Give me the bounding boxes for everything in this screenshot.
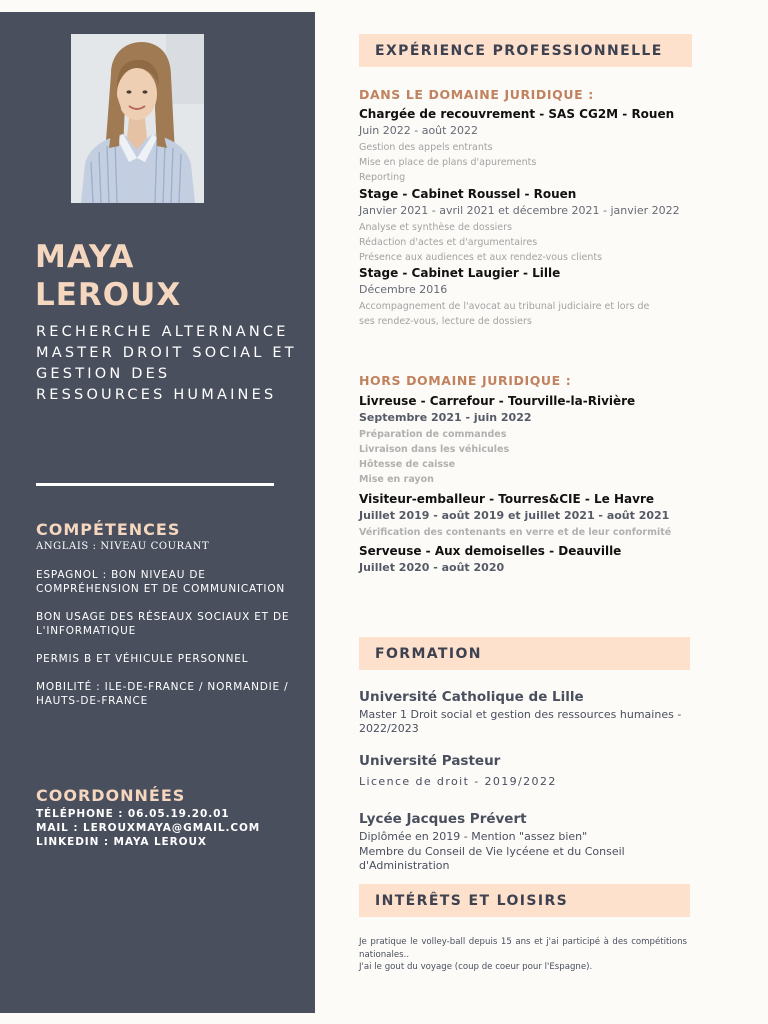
- job-date: Juillet 2020 - août 2020: [359, 561, 505, 574]
- job-task: Mise en rayon: [359, 474, 434, 485]
- job-tasks: [359, 427, 699, 487]
- job-tasks: [359, 299, 699, 329]
- first-name: MAYA: [35, 239, 135, 275]
- job-task: Rédaction d'actes et d'argumentaires: [359, 237, 538, 248]
- job-entry: [359, 265, 699, 329]
- skills-heading: COMPÉTENCES: [36, 520, 181, 539]
- contact-linkedin: LINKEDIN : MAYA LEROUX: [36, 836, 207, 848]
- job-date: Septembre 2021 - juin 2022: [359, 411, 532, 424]
- contact-email: MAIL : LEROUXMAYA@GMAIL.COM: [36, 822, 261, 834]
- skill-item: PERMIS B ET VÉHICULE PERSONNEL: [36, 653, 249, 665]
- education-entry: [359, 753, 699, 789]
- job-task: Analyse et synthèse de dossiers: [359, 222, 512, 233]
- hobbies-heading: INTÉRÊTS ET LOISIRS: [375, 893, 569, 909]
- experience-heading: EXPÉRIENCE PROFESSIONNELLE: [375, 43, 663, 59]
- job-task: ses rendez-vous, lecture de dossiers: [359, 316, 532, 327]
- education-heading: FORMATION: [375, 646, 482, 662]
- job-entry: [359, 106, 699, 185]
- job-task: Hôtesse de caisse: [359, 459, 456, 470]
- job-tasks: [359, 140, 699, 185]
- job-task: Vérification des contenants en verre et de leur conformité: [359, 527, 672, 538]
- last-name: LEROUX: [35, 277, 182, 313]
- job-title: Stage - Cabinet Roussel - Rouen: [359, 187, 577, 201]
- sidebar-divider: [36, 483, 274, 486]
- school-name: Université Pasteur: [359, 753, 501, 769]
- job-task: Livraison dans les véhicules: [359, 444, 510, 455]
- hobbies-heading-band: [359, 884, 690, 917]
- job-entry: [359, 543, 699, 575]
- job-task: Accompagnement de l'avocat au tribunal judiciaire et lors de: [359, 301, 650, 312]
- school-detail: Diplômée en 2019 - Mention "assez bien": [359, 830, 588, 843]
- job-date: Juin 2022 - août 2022: [359, 124, 478, 137]
- legal-domain-heading: DANS LE DOMAINE JURIDIQUE :: [359, 87, 594, 102]
- job-task: Gestion des appels entrants: [359, 142, 493, 153]
- hobbies-line: Je pratique le volley-ball depuis 15 ans et j'ai participé à des compétitions nationales..: [359, 937, 687, 960]
- skills-list: [36, 540, 296, 722]
- contact-heading: COORDONNÉES: [36, 786, 186, 805]
- school-detail: Licence de droit - 2019/2022: [359, 775, 557, 788]
- experience-heading-band: [359, 34, 692, 67]
- job-entry: [359, 186, 699, 265]
- job-title: Chargée de recouvrement - SAS CG2M - Rouen: [359, 107, 675, 121]
- education-entry: [359, 811, 699, 873]
- job-date: Décembre 2016: [359, 283, 448, 296]
- skill-item: BON USAGE DES RÉSEAUX SOCIAUX ET DE L'INFORMATIQUE: [36, 611, 290, 637]
- job-task: Mise en place de plans d'apurements: [359, 157, 537, 168]
- skill-item: ESPAGNOL : BON NIVEAU DE COMPRÉHENSION ET DE COMMUNICATION: [36, 569, 286, 595]
- job-search-subtitle: RECHERCHE ALTERNANCE MASTER DROIT SOCIAL ET GESTION DES RESSOURCES HUMAINES: [36, 324, 297, 403]
- job-title: Stage - Cabinet Laugier - Lille: [359, 266, 561, 280]
- skill-item: ANGLAIS : NIVEAU COURANT: [36, 541, 210, 552]
- job-date: Janvier 2021 - avril 2021 et décembre 2021 - janvier 2022: [359, 204, 680, 217]
- school-detail: Membre du Conseil de Vie lycéene et du Conseil d'Administration: [359, 845, 625, 872]
- job-task: Présence aux audiences et aux rendez-vous clients: [359, 252, 603, 263]
- school-name: Lycée Jacques Prévert: [359, 811, 527, 827]
- other-domain-heading: HORS DOMAINE JURIDIQUE :: [359, 373, 572, 388]
- job-task: Préparation de commandes: [359, 429, 507, 440]
- hobbies-text: [359, 936, 687, 974]
- candidate-name: [35, 238, 181, 314]
- portrait-illustration: [71, 34, 204, 203]
- contact-list: [36, 807, 260, 849]
- education-entry: [359, 689, 699, 736]
- job-date: Juillet 2019 - août 2019 et juillet 2021 - août 2021: [359, 509, 670, 522]
- education-heading-band: [359, 637, 690, 670]
- job-entry: [359, 393, 699, 487]
- job-title: Visiteur-emballeur - Tourres&CIE - Le Havre: [359, 492, 655, 506]
- portrait-photo: [71, 34, 204, 203]
- job-task: Reporting: [359, 172, 406, 183]
- job-title: Livreuse - Carrefour - Tourville-la-Rivière: [359, 394, 636, 408]
- hobbies-line: J'ai le gout du voyage (coup de coeur pour l'Espagne).: [359, 962, 593, 972]
- skill-item: MOBILITÉ : ILE-DE-FRANCE / NORMANDIE / HAUTS-DE-FRANCE: [36, 681, 289, 707]
- job-title: Serveuse - Aux demoiselles - Deauville: [359, 544, 622, 558]
- job-tasks: [359, 220, 699, 265]
- school-name: Université Catholique de Lille: [359, 689, 584, 705]
- school-detail: Master 1 Droit social et gestion des ressources humaines - 2022/2023: [359, 708, 682, 735]
- job-tasks: [359, 525, 699, 540]
- contact-phone: TÉLÉPHONE : 06.05.19.20.01: [36, 808, 230, 820]
- job-entry: [359, 491, 699, 540]
